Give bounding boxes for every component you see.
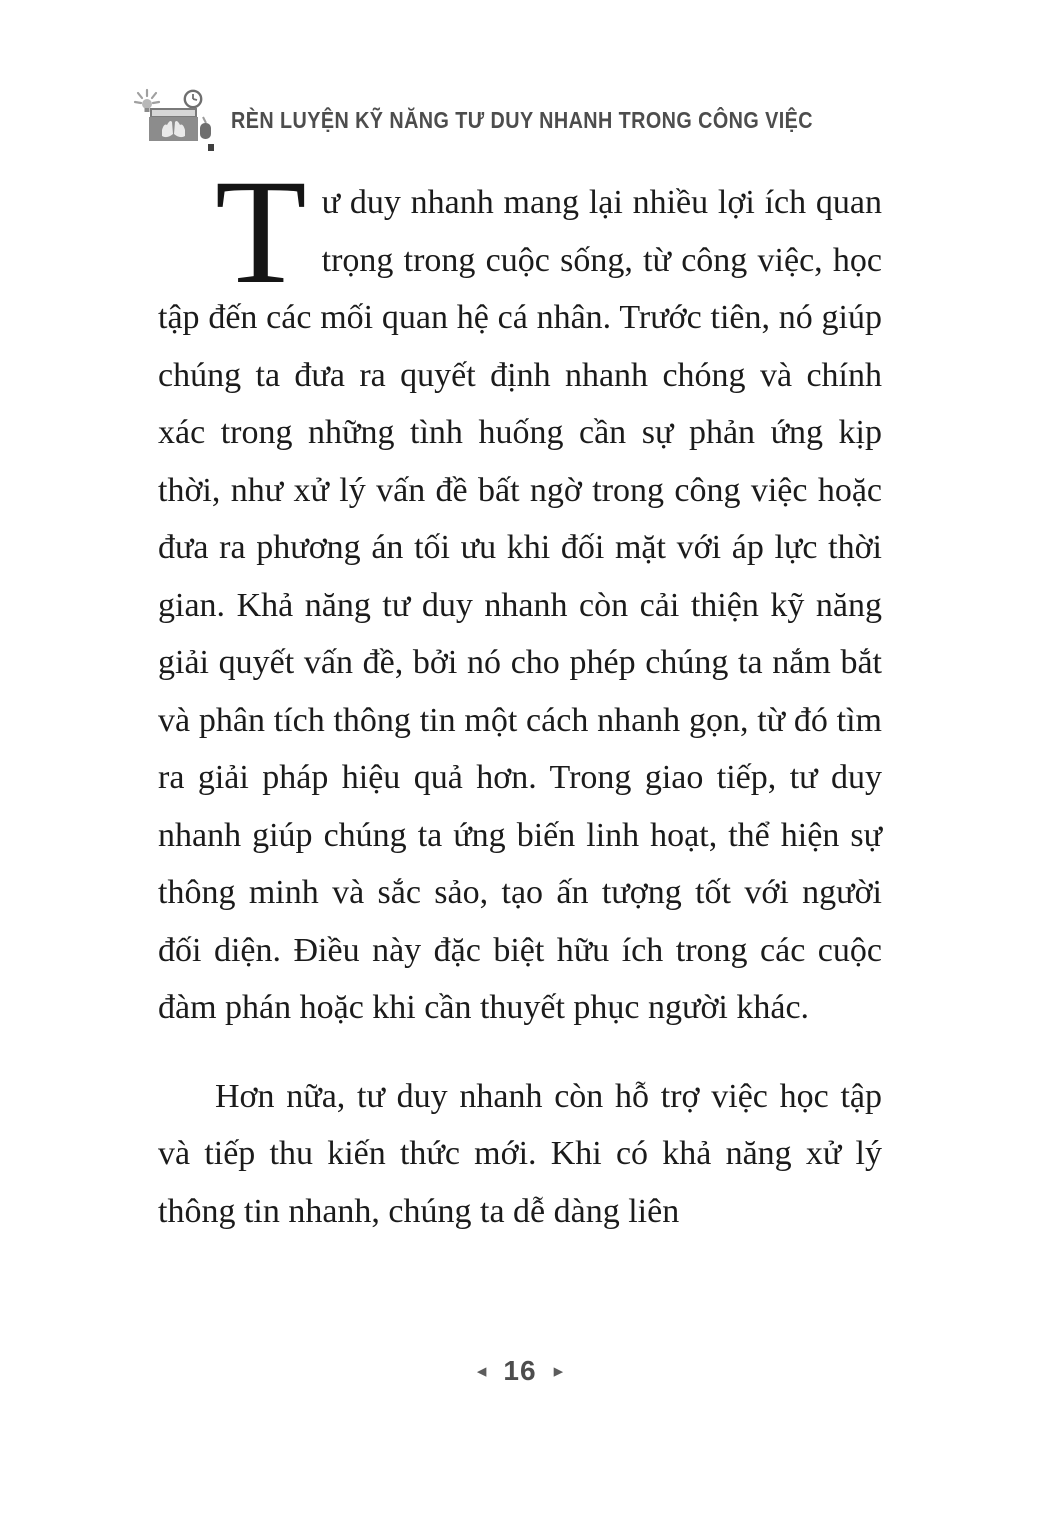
- dropcap-letter: T: [215, 149, 307, 315]
- running-head-title: RÈN LUYỆN KỸ NĂNG TƯ DUY NHANH TRONG CÔNG VIỆC: [230, 106, 813, 133]
- page-header: [0, 88, 1040, 152]
- icon-dot: [208, 144, 214, 151]
- paragraph-text: ư duy nhanh mang lại nhiều lợi ích quan trọng trong cuộc sống, từ công việc, học tập đến các mối quan hệ cá nhân. Trước tiên, nó giúp chúng ta đưa ra quyết định nhanh chóng và chính xác trong những tình huống cần sự phản ứng kịp thời, như xử lý vấn đề bất ngờ trong công việc hoặc đưa ra phương án tối ưu khi đối mặt với áp lực thời gian. Khả năng tư duy nhanh còn cải thiện kỹ năng giải quyết vấn đề, bởi nó cho phép chúng ta nắm bắt và phân tích thông tin một cách nhanh gọn, từ đó tìm ra giải pháp hiệu quả hơn. Trong giao tiếp, tư duy nhanh giúp chúng ta ứng biến linh hoạt, thể hiện sự thông minh và sắc sảo, tạo ấn tượng tốt với người đối diện. Điều này đặc biệt hữu ích trong các cuộc đàm phán hoặc khi cần thuyết phục người khác.: [158, 184, 882, 1026]
- prev-page-icon[interactable]: ◂: [476, 1359, 487, 1382]
- laptop-icon: [149, 109, 198, 141]
- mouse-icon: [200, 117, 211, 139]
- clock-icon: [184, 91, 200, 107]
- thinking-workspace-icon: [133, 88, 217, 152]
- next-page-icon[interactable]: ▸: [553, 1359, 564, 1382]
- paragraph-text: Hơn nữa, tư duy nhanh còn hỗ trợ việc học tập và tiếp thu kiến thức mới. Khi có khả năng xử lý thông tin nhanh, chúng ta dễ dàng liên: [158, 1077, 882, 1230]
- page-number: 16: [503, 1355, 537, 1386]
- paragraph: [158, 1068, 882, 1241]
- page-footer: [0, 1355, 1040, 1387]
- page-body: [158, 149, 882, 1240]
- paragraph: [158, 149, 882, 1037]
